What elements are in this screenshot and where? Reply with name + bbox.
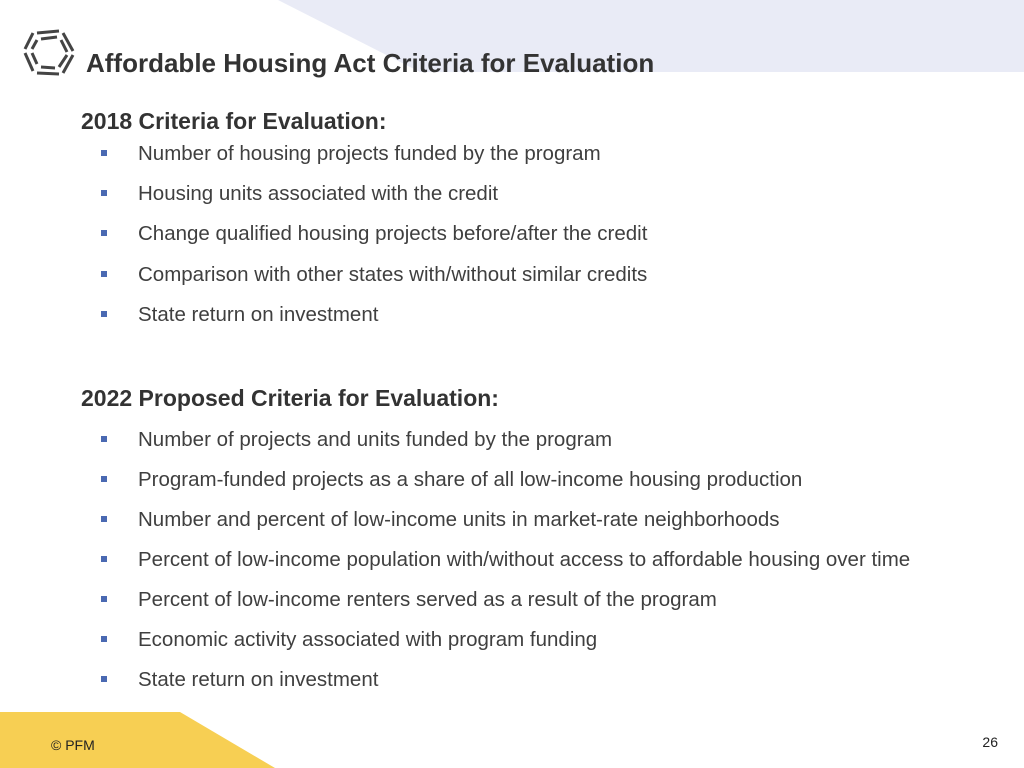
list-item-text: State return on investment bbox=[138, 668, 379, 691]
list-item-text: Housing units associated with the credit bbox=[138, 182, 499, 205]
bullet-square-icon bbox=[101, 556, 107, 562]
list-item bbox=[100, 263, 1000, 291]
bullet-square-icon bbox=[101, 596, 107, 602]
list-item-text: Comparison with other states with/without similar credits bbox=[138, 263, 648, 286]
bullet-square-icon bbox=[101, 636, 107, 642]
list-item bbox=[100, 303, 1000, 331]
list-item-text: State return on investment bbox=[138, 303, 379, 326]
list-item-text: Number of projects and units funded by the program bbox=[138, 428, 613, 451]
list-item bbox=[100, 182, 1000, 210]
bullet-square-icon bbox=[101, 476, 107, 482]
list-item bbox=[100, 668, 1000, 696]
list-item-text: Percent of low-income renters served as a result of the program bbox=[138, 588, 717, 611]
bullet-square-icon bbox=[101, 676, 107, 682]
slide-title: Affordable Housing Act Criteria for Evaluation bbox=[86, 48, 655, 78]
section-heading-2018: 2018 Criteria for Evaluation: bbox=[81, 108, 387, 134]
list-item bbox=[100, 508, 1000, 536]
list-item bbox=[100, 628, 1000, 656]
list-item-text: Program-funded projects as a share of all low-income housing production bbox=[138, 468, 803, 491]
bullet-square-icon bbox=[101, 271, 107, 277]
bullet-square-icon bbox=[101, 436, 107, 442]
list-item bbox=[100, 142, 1000, 170]
list-item-text: Change qualified housing projects before/after the credit bbox=[138, 222, 648, 245]
footer-band bbox=[0, 712, 275, 768]
list-item bbox=[100, 222, 1000, 250]
bullet-square-icon bbox=[101, 230, 107, 236]
list-item-text: Percent of low-income population with/without access to affordable housing over time bbox=[138, 548, 911, 571]
list-item bbox=[100, 588, 1000, 616]
list-item bbox=[100, 468, 1000, 496]
list-item bbox=[100, 428, 1000, 456]
bullet-square-icon bbox=[101, 311, 107, 317]
footer-copyright: © PFM bbox=[51, 737, 95, 753]
list-item-text: Number of housing projects funded by the program bbox=[138, 142, 601, 165]
section-heading-2022: 2022 Proposed Criteria for Evaluation: bbox=[81, 385, 499, 411]
bullet-square-icon bbox=[101, 190, 107, 196]
list-item-text: Economic activity associated with program funding bbox=[138, 628, 598, 651]
list-item bbox=[100, 548, 1000, 576]
bullet-square-icon bbox=[101, 516, 107, 522]
bullet-square-icon bbox=[101, 150, 107, 156]
list-item-text: Number and percent of low-income units in market-rate neighborhoods bbox=[138, 508, 780, 531]
pfm-logo-icon bbox=[23, 27, 77, 77]
page-number: 26 bbox=[982, 734, 998, 750]
